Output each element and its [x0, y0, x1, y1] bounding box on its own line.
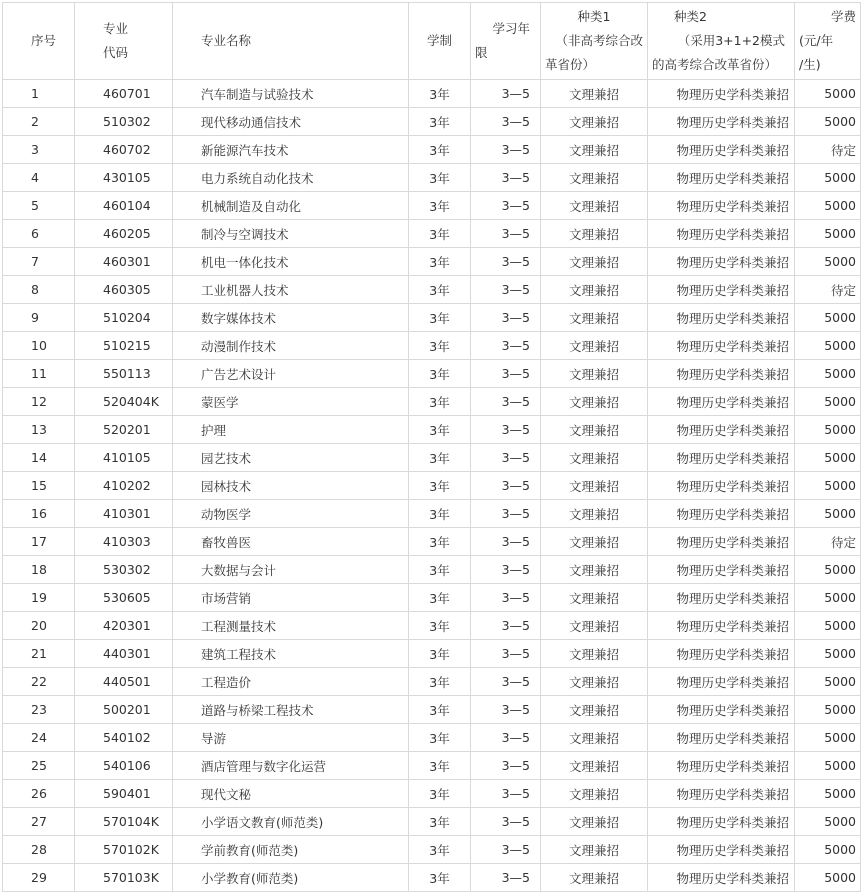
- cell-seq: 29: [3, 864, 75, 892]
- cell-years: 3—5: [471, 752, 541, 780]
- cell-system: 3年: [409, 332, 471, 360]
- cell-fee: 5000: [795, 752, 861, 780]
- cell-seq: 19: [3, 584, 75, 612]
- cell-category-1: 文理兼招: [541, 388, 648, 416]
- cell-fee: 5000: [795, 668, 861, 696]
- cell-fee: 5000: [795, 304, 861, 332]
- cell-seq: 5: [3, 192, 75, 220]
- cell-category-1: 文理兼招: [541, 584, 648, 612]
- cell-years: 3—5: [471, 388, 541, 416]
- cell-seq: 14: [3, 444, 75, 472]
- cell-system: 3年: [409, 416, 471, 444]
- cell-category-1: 文理兼招: [541, 808, 648, 836]
- cell-system: 3年: [409, 556, 471, 584]
- cell-name: 学前教育(师范类): [173, 836, 409, 864]
- cell-category-2: 物理历史学科类兼招: [648, 472, 795, 500]
- cell-fee: 5000: [795, 416, 861, 444]
- cell-name: 大数据与会计: [173, 556, 409, 584]
- cell-seq: 7: [3, 248, 75, 276]
- cell-name: 小学语文教育(师范类): [173, 808, 409, 836]
- table-row: [3, 136, 861, 164]
- cell-category-1: 文理兼招: [541, 640, 648, 668]
- cell-seq: 17: [3, 528, 75, 556]
- table-row: [3, 248, 861, 276]
- cell-system: 3年: [409, 136, 471, 164]
- cell-system: 3年: [409, 752, 471, 780]
- cell-seq: 23: [3, 696, 75, 724]
- cell-seq: 11: [3, 360, 75, 388]
- cell-code: 460301: [75, 248, 173, 276]
- cell-category-1: 文理兼招: [541, 276, 648, 304]
- cell-system: 3年: [409, 304, 471, 332]
- cell-years: 3—5: [471, 332, 541, 360]
- cell-category-2: 物理历史学科类兼招: [648, 80, 795, 108]
- cell-category-2: 物理历史学科类兼招: [648, 612, 795, 640]
- header-years-line: 限: [475, 45, 488, 60]
- cell-code: 500201: [75, 696, 173, 724]
- header-name-line: 专业名称: [201, 33, 252, 48]
- cell-name: 制冷与空调技术: [173, 220, 409, 248]
- cell-fee: 5000: [795, 248, 861, 276]
- cell-name: 酒店管理与数字化运营: [173, 752, 409, 780]
- cell-system: 3年: [409, 80, 471, 108]
- table-row: [3, 192, 861, 220]
- cell-category-2: 物理历史学科类兼招: [648, 808, 795, 836]
- cell-fee: 5000: [795, 108, 861, 136]
- cell-years: 3—5: [471, 808, 541, 836]
- table-row: [3, 780, 861, 808]
- cell-system: 3年: [409, 472, 471, 500]
- table-row: [3, 528, 861, 556]
- cell-system: 3年: [409, 500, 471, 528]
- cell-fee: 5000: [795, 164, 861, 192]
- cell-system: 3年: [409, 808, 471, 836]
- header-fee: [795, 3, 861, 80]
- cell-category-2: 物理历史学科类兼招: [648, 388, 795, 416]
- cell-category-2: 物理历史学科类兼招: [648, 304, 795, 332]
- cell-seq: 8: [3, 276, 75, 304]
- cell-system: 3年: [409, 360, 471, 388]
- cell-category-1: 文理兼招: [541, 332, 648, 360]
- cell-category-1: 文理兼招: [541, 164, 648, 192]
- table-row: [3, 584, 861, 612]
- cell-category-2: 物理历史学科类兼招: [648, 836, 795, 864]
- cell-system: 3年: [409, 612, 471, 640]
- cell-category-1: 文理兼招: [541, 304, 648, 332]
- cell-years: 3—5: [471, 220, 541, 248]
- cell-years: 3—5: [471, 416, 541, 444]
- cell-name: 机电一体化技术: [173, 248, 409, 276]
- cell-category-2: 物理历史学科类兼招: [648, 752, 795, 780]
- cell-code: 440301: [75, 640, 173, 668]
- cell-fee: 5000: [795, 192, 861, 220]
- cell-years: 3—5: [471, 836, 541, 864]
- cell-code: 460701: [75, 80, 173, 108]
- cell-name: 畜牧兽医: [173, 528, 409, 556]
- cell-name: 建筑工程技术: [173, 640, 409, 668]
- cell-system: 3年: [409, 220, 471, 248]
- cell-category-1: 文理兼招: [541, 780, 648, 808]
- table-body: [3, 80, 861, 892]
- header-cat1-line: 种类1: [577, 9, 611, 24]
- cell-fee: 5000: [795, 696, 861, 724]
- cell-category-1: 文理兼招: [541, 612, 648, 640]
- header-category-2: [648, 3, 795, 80]
- cell-seq: 27: [3, 808, 75, 836]
- cell-seq: 28: [3, 836, 75, 864]
- cell-category-2: 物理历史学科类兼招: [648, 528, 795, 556]
- cell-name: 蒙医学: [173, 388, 409, 416]
- cell-code: 510302: [75, 108, 173, 136]
- table-row: [3, 80, 861, 108]
- cell-category-2: 物理历史学科类兼招: [648, 108, 795, 136]
- cell-years: 3—5: [471, 780, 541, 808]
- cell-category-1: 文理兼招: [541, 192, 648, 220]
- cell-category-1: 文理兼招: [541, 416, 648, 444]
- cell-fee: 5000: [795, 612, 861, 640]
- cell-category-2: 物理历史学科类兼招: [648, 248, 795, 276]
- cell-system: 3年: [409, 248, 471, 276]
- cell-name: 广告艺术设计: [173, 360, 409, 388]
- cell-system: 3年: [409, 276, 471, 304]
- cell-code: 540102: [75, 724, 173, 752]
- cell-fee: 5000: [795, 388, 861, 416]
- cell-category-1: 文理兼招: [541, 836, 648, 864]
- cell-seq: 26: [3, 780, 75, 808]
- cell-fee: 5000: [795, 220, 861, 248]
- cell-name: 现代文秘: [173, 780, 409, 808]
- table-row: [3, 444, 861, 472]
- cell-system: 3年: [409, 108, 471, 136]
- cell-code: 460205: [75, 220, 173, 248]
- cell-code: 530605: [75, 584, 173, 612]
- cell-category-1: 文理兼招: [541, 528, 648, 556]
- cell-code: 420301: [75, 612, 173, 640]
- cell-code: 410105: [75, 444, 173, 472]
- cell-years: 3—5: [471, 556, 541, 584]
- header-code-line: 专业: [103, 21, 129, 36]
- cell-category-1: 文理兼招: [541, 500, 648, 528]
- cell-system: 3年: [409, 864, 471, 892]
- cell-name: 汽车制造与试验技术: [173, 80, 409, 108]
- cell-fee: 5000: [795, 80, 861, 108]
- cell-category-1: 文理兼招: [541, 108, 648, 136]
- cell-category-2: 物理历史学科类兼招: [648, 584, 795, 612]
- cell-fee: 5000: [795, 472, 861, 500]
- header-years: [471, 3, 541, 80]
- cell-code: 460702: [75, 136, 173, 164]
- cell-years: 3—5: [471, 668, 541, 696]
- table-row: [3, 836, 861, 864]
- cell-seq: 24: [3, 724, 75, 752]
- cell-code: 570103K: [75, 864, 173, 892]
- cell-seq: 9: [3, 304, 75, 332]
- table-row: [3, 556, 861, 584]
- cell-name: 动漫制作技术: [173, 332, 409, 360]
- cell-category-1: 文理兼招: [541, 696, 648, 724]
- cell-code: 520404K: [75, 388, 173, 416]
- cell-code: 520201: [75, 416, 173, 444]
- cell-system: 3年: [409, 528, 471, 556]
- header-seq-line: 序号: [31, 33, 57, 48]
- cell-seq: 2: [3, 108, 75, 136]
- header-fee-line: (元/年: [799, 33, 834, 48]
- cell-category-2: 物理历史学科类兼招: [648, 276, 795, 304]
- header-category-1: [541, 3, 648, 80]
- cell-fee: 5000: [795, 640, 861, 668]
- cell-category-1: 文理兼招: [541, 444, 648, 472]
- cell-name: 工程测量技术: [173, 612, 409, 640]
- cell-fee: 5000: [795, 360, 861, 388]
- cell-fee: 5000: [795, 808, 861, 836]
- cell-code: 530302: [75, 556, 173, 584]
- cell-seq: 18: [3, 556, 75, 584]
- cell-seq: 22: [3, 668, 75, 696]
- table-row: [3, 668, 861, 696]
- cell-name: 导游: [173, 724, 409, 752]
- cell-years: 3—5: [471, 192, 541, 220]
- table-header: [3, 3, 861, 80]
- cell-code: 410202: [75, 472, 173, 500]
- table-row: [3, 864, 861, 892]
- cell-category-2: 物理历史学科类兼招: [648, 864, 795, 892]
- cell-code: 460104: [75, 192, 173, 220]
- cell-seq: 4: [3, 164, 75, 192]
- cell-name: 小学教育(师范类): [173, 864, 409, 892]
- cell-seq: 15: [3, 472, 75, 500]
- cell-category-2: 物理历史学科类兼招: [648, 500, 795, 528]
- cell-system: 3年: [409, 836, 471, 864]
- header-code: [75, 3, 173, 80]
- cell-name: 市场营销: [173, 584, 409, 612]
- majors-table: [2, 2, 861, 892]
- cell-seq: 25: [3, 752, 75, 780]
- table-row: [3, 108, 861, 136]
- cell-category-1: 文理兼招: [541, 864, 648, 892]
- cell-category-2: 物理历史学科类兼招: [648, 332, 795, 360]
- cell-category-1: 文理兼招: [541, 80, 648, 108]
- cell-name: 数字媒体技术: [173, 304, 409, 332]
- cell-system: 3年: [409, 780, 471, 808]
- header-cat1-line: （非高考综合改: [555, 33, 643, 48]
- cell-code: 590401: [75, 780, 173, 808]
- cell-seq: 12: [3, 388, 75, 416]
- cell-years: 3—5: [471, 640, 541, 668]
- table-row: [3, 220, 861, 248]
- cell-years: 3—5: [471, 612, 541, 640]
- cell-seq: 20: [3, 612, 75, 640]
- cell-category-2: 物理历史学科类兼招: [648, 640, 795, 668]
- cell-system: 3年: [409, 192, 471, 220]
- table-row: [3, 304, 861, 332]
- cell-category-2: 物理历史学科类兼招: [648, 444, 795, 472]
- cell-code: 540106: [75, 752, 173, 780]
- cell-system: 3年: [409, 724, 471, 752]
- cell-name: 现代移动通信技术: [173, 108, 409, 136]
- cell-system: 3年: [409, 584, 471, 612]
- cell-code: 510215: [75, 332, 173, 360]
- cell-category-1: 文理兼招: [541, 556, 648, 584]
- cell-name: 工业机器人技术: [173, 276, 409, 304]
- cell-seq: 6: [3, 220, 75, 248]
- cell-years: 3—5: [471, 80, 541, 108]
- cell-system: 3年: [409, 388, 471, 416]
- cell-years: 3—5: [471, 304, 541, 332]
- cell-code: 410301: [75, 500, 173, 528]
- cell-seq: 13: [3, 416, 75, 444]
- cell-category-1: 文理兼招: [541, 248, 648, 276]
- cell-category-2: 物理历史学科类兼招: [648, 724, 795, 752]
- cell-years: 3—5: [471, 444, 541, 472]
- cell-years: 3—5: [471, 500, 541, 528]
- table-row: [3, 388, 861, 416]
- cell-code: 460305: [75, 276, 173, 304]
- cell-system: 3年: [409, 444, 471, 472]
- cell-years: 3—5: [471, 108, 541, 136]
- cell-years: 3—5: [471, 864, 541, 892]
- cell-seq: 21: [3, 640, 75, 668]
- cell-years: 3—5: [471, 696, 541, 724]
- cell-seq: 3: [3, 136, 75, 164]
- cell-years: 3—5: [471, 724, 541, 752]
- cell-category-1: 文理兼招: [541, 136, 648, 164]
- header-system-line: 学制: [426, 33, 452, 48]
- table-row: [3, 276, 861, 304]
- cell-name: 机械制造及自动化: [173, 192, 409, 220]
- cell-fee: 待定: [795, 136, 861, 164]
- header-seq: [3, 3, 75, 80]
- cell-fee: 待定: [795, 528, 861, 556]
- header-code-line: 代码: [103, 45, 129, 60]
- header-cat2-line: 的高考综合改革省份）: [652, 57, 778, 72]
- cell-fee: 5000: [795, 444, 861, 472]
- cell-category-2: 物理历史学科类兼招: [648, 192, 795, 220]
- cell-name: 园林技术: [173, 472, 409, 500]
- table-row: [3, 640, 861, 668]
- cell-system: 3年: [409, 668, 471, 696]
- cell-name: 园艺技术: [173, 444, 409, 472]
- cell-fee: 5000: [795, 500, 861, 528]
- cell-code: 410303: [75, 528, 173, 556]
- cell-system: 3年: [409, 164, 471, 192]
- table-row: [3, 696, 861, 724]
- cell-category-1: 文理兼招: [541, 472, 648, 500]
- cell-category-2: 物理历史学科类兼招: [648, 220, 795, 248]
- table-row: [3, 416, 861, 444]
- header-fee-line: /生): [799, 57, 821, 72]
- cell-category-1: 文理兼招: [541, 752, 648, 780]
- cell-fee: 5000: [795, 556, 861, 584]
- cell-system: 3年: [409, 640, 471, 668]
- cell-category-2: 物理历史学科类兼招: [648, 416, 795, 444]
- cell-category-1: 文理兼招: [541, 724, 648, 752]
- cell-category-2: 物理历史学科类兼招: [648, 696, 795, 724]
- header-cat1-line: 革省份）: [545, 57, 596, 72]
- cell-system: 3年: [409, 696, 471, 724]
- cell-code: 440501: [75, 668, 173, 696]
- header-cat2-line: 种类2: [674, 9, 707, 24]
- cell-fee: 待定: [795, 276, 861, 304]
- header-years-line: 学习年: [492, 21, 530, 36]
- cell-name: 护理: [173, 416, 409, 444]
- cell-seq: 10: [3, 332, 75, 360]
- table-row: [3, 472, 861, 500]
- cell-category-2: 物理历史学科类兼招: [648, 668, 795, 696]
- table-row: [3, 724, 861, 752]
- cell-name: 电力系统自动化技术: [173, 164, 409, 192]
- cell-category-1: 文理兼招: [541, 360, 648, 388]
- cell-code: 570102K: [75, 836, 173, 864]
- table-row: [3, 612, 861, 640]
- cell-fee: 5000: [795, 836, 861, 864]
- table-row: [3, 164, 861, 192]
- cell-fee: 5000: [795, 332, 861, 360]
- cell-category-2: 物理历史学科类兼招: [648, 360, 795, 388]
- cell-years: 3—5: [471, 584, 541, 612]
- cell-category-2: 物理历史学科类兼招: [648, 136, 795, 164]
- cell-category-2: 物理历史学科类兼招: [648, 164, 795, 192]
- cell-years: 3—5: [471, 248, 541, 276]
- cell-years: 3—5: [471, 360, 541, 388]
- table-row: [3, 500, 861, 528]
- cell-fee: 5000: [795, 584, 861, 612]
- cell-category-1: 文理兼招: [541, 220, 648, 248]
- cell-years: 3—5: [471, 136, 541, 164]
- cell-name: 动物医学: [173, 500, 409, 528]
- cell-years: 3—5: [471, 276, 541, 304]
- cell-years: 3—5: [471, 472, 541, 500]
- cell-code: 570104K: [75, 808, 173, 836]
- cell-years: 3—5: [471, 528, 541, 556]
- header-name: [173, 3, 409, 80]
- table-row: [3, 808, 861, 836]
- cell-seq: 16: [3, 500, 75, 528]
- header-cat2-line: （采用3+1+2模式: [677, 33, 785, 48]
- cell-years: 3—5: [471, 164, 541, 192]
- cell-name: 工程造价: [173, 668, 409, 696]
- cell-code: 510204: [75, 304, 173, 332]
- cell-code: 550113: [75, 360, 173, 388]
- table-row: [3, 752, 861, 780]
- table-row: [3, 360, 861, 388]
- cell-fee: 5000: [795, 780, 861, 808]
- cell-name: 道路与桥梁工程技术: [173, 696, 409, 724]
- cell-name: 新能源汽车技术: [173, 136, 409, 164]
- header-fee-line: 学费: [830, 9, 856, 24]
- cell-category-2: 物理历史学科类兼招: [648, 780, 795, 808]
- header-row: [3, 3, 861, 80]
- cell-code: 430105: [75, 164, 173, 192]
- cell-seq: 1: [3, 80, 75, 108]
- cell-fee: 5000: [795, 724, 861, 752]
- cell-category-2: 物理历史学科类兼招: [648, 556, 795, 584]
- header-system: [409, 3, 471, 80]
- table-row: [3, 332, 861, 360]
- cell-fee: 5000: [795, 864, 861, 892]
- cell-category-1: 文理兼招: [541, 668, 648, 696]
